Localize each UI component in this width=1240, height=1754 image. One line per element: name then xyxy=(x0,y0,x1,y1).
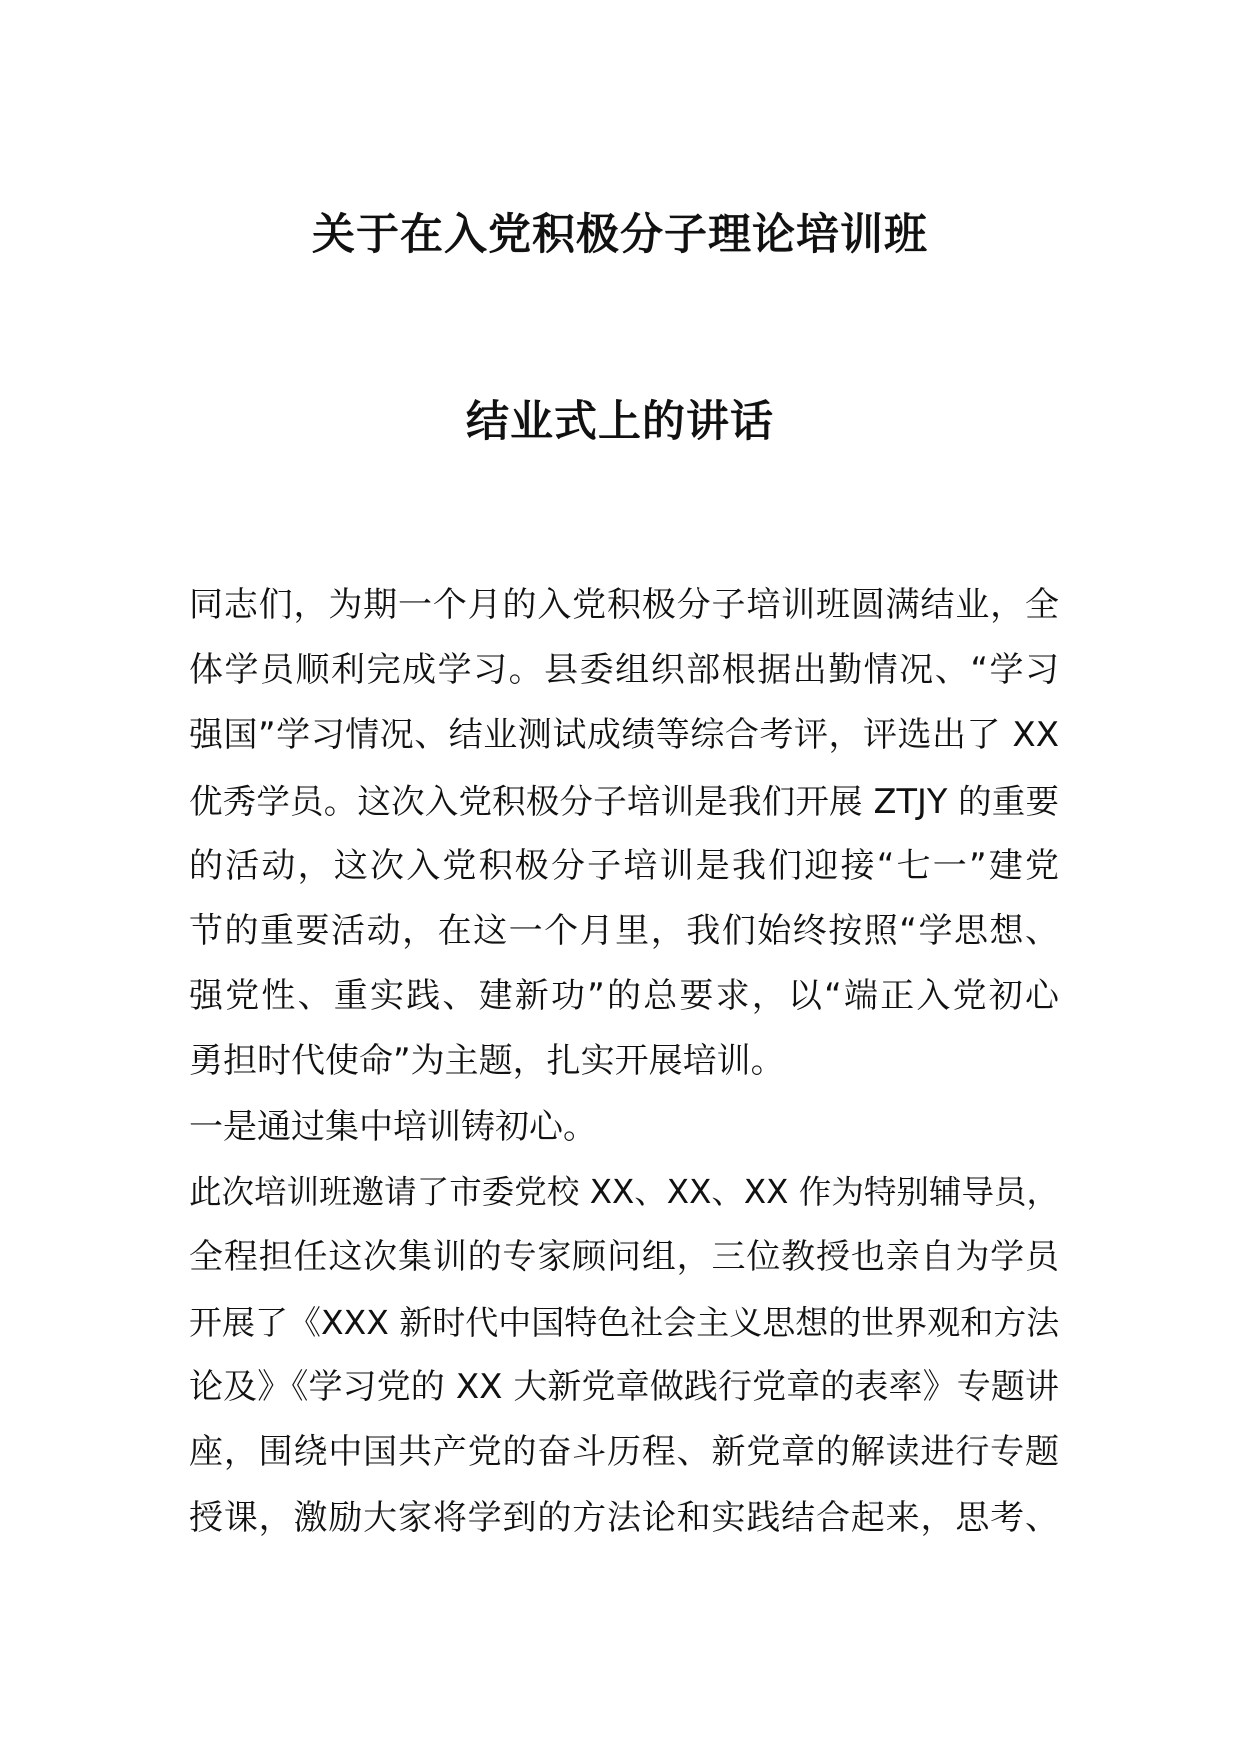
body-line: 的活动，这次入党积极分子培训是我们迎接“七一”建党 xyxy=(189,845,1059,886)
body-line: 体学员顺利完成学习。县委组织部根据出勤情况、“学习 xyxy=(189,650,1059,691)
body-line: 同志们，为期一个月的入党积极分子培训班圆满结业，全 xyxy=(189,585,1059,625)
document-title-line-2: 结业式上的讲话 xyxy=(466,397,774,447)
body-line: 节的重要活动，在这一个月里，我们始终按照“学思想、 xyxy=(189,910,1059,951)
document-body xyxy=(189,573,1059,1551)
section-heading: 一是通过集中培训铸初心。 xyxy=(189,1106,597,1147)
body-line: 授课，激励大家将学到的方法论和实践结合起来，思考、 xyxy=(189,1497,1059,1538)
body-line: 强国”学习情况、结业测试成绩等综合考评，评选出了 XX xyxy=(189,715,1059,756)
body-line: 全程担任这次集训的专家顾问组，三位教授也亲自为学员 xyxy=(189,1236,1059,1277)
body-line: 优秀学员。这次入党积极分子培训是我们开展 ZTJY 的重要 xyxy=(189,781,1059,821)
body-line: 此次培训班邀请了市委党校 XX、XX、XX 作为特别辅导员， xyxy=(189,1172,1059,1211)
body-line: 开展了《XXX 新时代中国特色社会主义思想的世界观和方法 xyxy=(189,1303,1059,1343)
body-line: 勇担时代使命”为主题，扎实开展培训。 xyxy=(189,1041,785,1082)
body-line: 座，围绕中国共产党的奋斗历程、新党章的解读进行专题 xyxy=(189,1432,1059,1473)
document-title-line-1: 关于在入党积极分子理论培训班 xyxy=(312,210,928,260)
body-line: 论及》《学习党的 XX 大新党章做践行党章的表率》专题讲 xyxy=(189,1367,1059,1408)
body-line: 强党性、重实践、建新功”的总要求，以“端正入党初心 xyxy=(189,976,1059,1017)
